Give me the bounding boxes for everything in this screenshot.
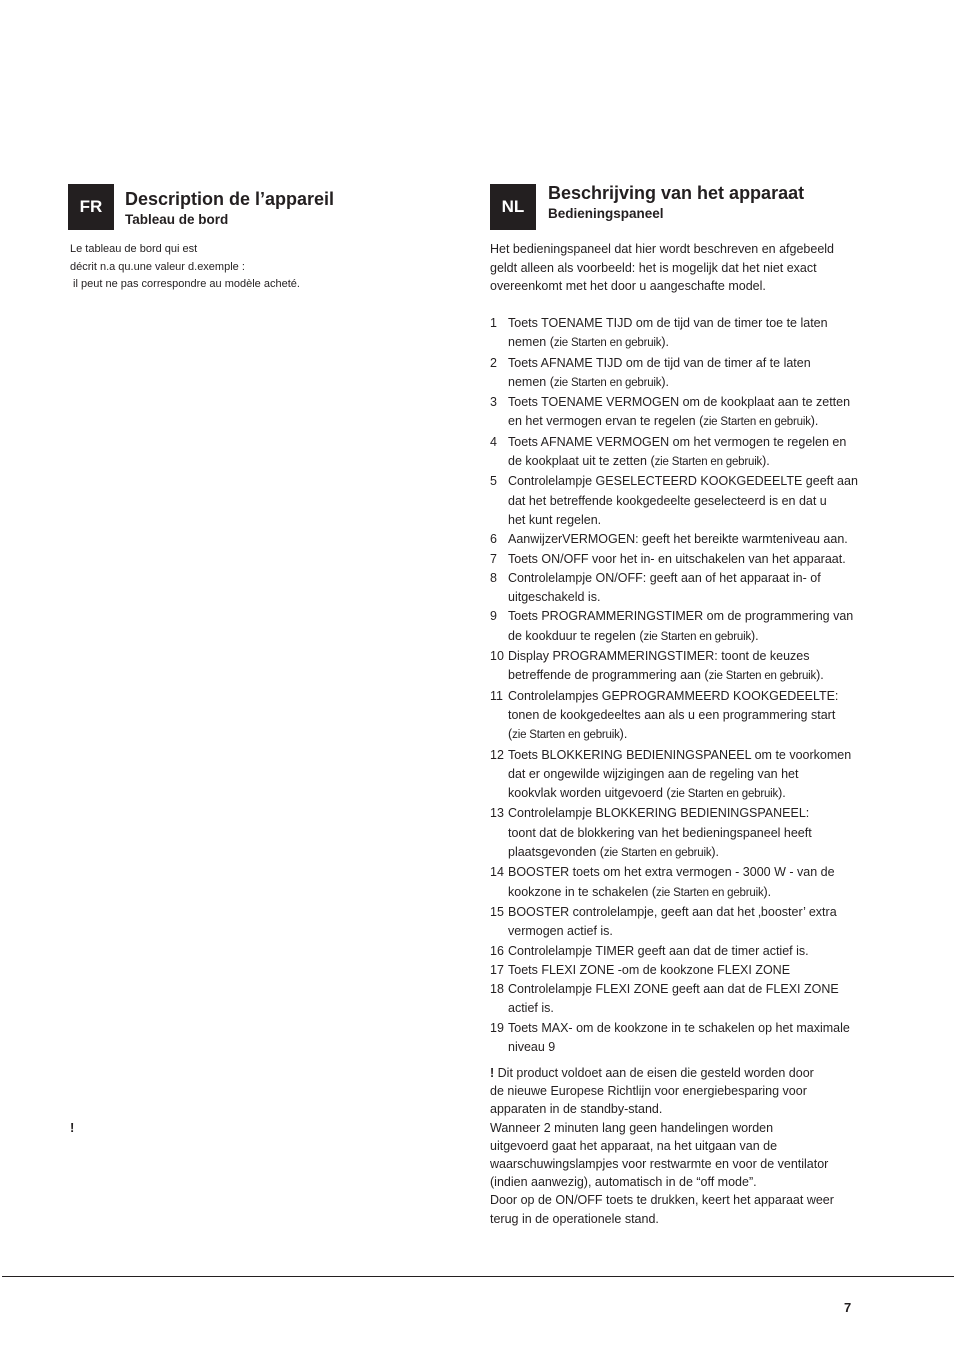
item-line-text: tonen de kookgedeeltes aan als u een programmering start [508,707,836,722]
fr-intro-line: Le tableau de bord qui est [70,243,198,255]
item-text [508,647,890,687]
item-line-text: kookzone in te schakelen ( [508,884,657,899]
item-line [508,373,890,393]
list-item [490,980,890,1019]
item-number: 2 [490,355,497,370]
item-line [508,492,890,511]
nl-section-subtitle: Bedieningspaneel [548,206,664,221]
note-line: uitgevoerd gaat het apparaat, na het uitgaan van de [490,1138,778,1153]
item-line [508,472,890,491]
item-line-text: Controlelampje ON/OFF: geeft aan of het apparaat in- of [508,570,821,585]
list-item [490,607,890,647]
item-number: 5 [490,474,497,489]
item-number: 3 [490,395,497,410]
item-line-text: het kunt regelen. [508,512,602,527]
item-text [508,804,890,863]
fr-intro-line: il peut ne pas correspondre au modèle acheté. [70,278,300,290]
reference-close: ). [810,414,819,429]
item-line [508,530,890,549]
item-line [508,433,890,452]
note-line: (indien aanwezig), automatisch in de “off mode”. [490,1175,757,1190]
item-text [508,550,890,569]
item-text [508,942,890,961]
item-line-text: Toets TOENAME TIJD om de tijd van de timer toe te laten [508,316,828,330]
item-line-text: Toets TOENAME VERMOGEN om de kookplaat aan te zetten [508,395,851,410]
page-number: 7 [844,1300,852,1315]
item-line-text: de kookduur te regelen ( [508,628,644,643]
item-line-text: AanwijzerVERMOGEN: geeft het bereikte warmteniveau aan. [508,532,848,547]
item-number: 8 [490,570,497,585]
item-line [508,942,890,961]
reference-close: ). [711,845,720,860]
fr-intro-paragraph [70,241,300,294]
cross-reference: zie Starten en gebruik [553,376,662,389]
item-number: 12 [490,747,504,762]
item-text [508,980,890,1019]
note-line: Door op de ON/OFF toets te drukken, keert het apparaat weer [490,1193,834,1208]
item-line [508,412,890,432]
item-number: 6 [490,532,497,547]
item-text [508,472,890,530]
fr-language-badge: FR [68,184,114,230]
cross-reference: zie Starten en gebruik [603,847,712,860]
item-line [508,863,890,882]
item-line [508,765,890,784]
item-line [508,725,890,745]
item-text [508,569,890,608]
item-number: 1 [490,316,497,330]
nl-language-badge: NL [490,184,536,230]
cross-reference: zie Starten en gebruik [643,630,751,643]
item-text [508,530,890,549]
item-line-text: uitgeschakeld is. [508,590,601,605]
cross-reference: zie Starten en gebruik [656,886,764,899]
item-line [508,824,890,843]
note-line: Wanneer 2 minuten lang geen handelingen worden [490,1120,774,1135]
item-line-text: toont dat de blokkering van het bedieningspaneel heeft [508,825,812,840]
reference-close: ). [763,884,772,899]
item-line-text: Controlelampje GESELECTEERD KOOKGEDEELTE geeft aan [508,474,858,489]
item-line-text: BOOSTER controlelampje, geeft aan dat het ‚booster’ extra [508,904,837,919]
item-line-text: Toets PROGRAMMERINGSTIMER om de programmering van [508,609,854,624]
item-text [508,903,890,942]
nl-intro-line: overeenkomt met het door u aangeschafte model. [490,279,766,294]
item-line [508,666,890,686]
item-line-text: ( [508,727,513,742]
list-item [490,903,890,942]
item-number: 7 [490,551,497,566]
reference-close: ). [619,727,628,742]
note-line: terug in de operationele stand. [490,1211,659,1226]
item-line [508,883,890,903]
item-number: 10 [490,649,504,664]
item-number: 15 [490,904,504,919]
list-item [490,647,890,687]
warning-mark: ! [490,1066,495,1080]
item-line-text: niveau 9 [508,1039,556,1054]
item-line-text: Controlelampjes GEPROGRAMMEERD KOOKGEDEELTE: [508,688,839,703]
nl-intro-line: geldt alleen als voorbeeld: het is mogelijk dat het niet exact [490,260,817,275]
item-line [508,588,890,607]
list-item [490,314,890,354]
note-line: waarschuwingslampjes voor restwarmte en voor de ventilator [490,1157,829,1172]
nl-control-list [490,314,890,1057]
list-item [490,961,890,980]
list-item [490,354,890,394]
cross-reference: zie Starten en gebruik [703,416,811,429]
fr-section-title: Description de l’appareil [125,189,335,209]
item-number: 16 [490,943,504,958]
item-line [508,746,890,765]
item-line [508,999,890,1018]
reference-close: ). [762,454,770,469]
item-number: 11 [490,688,503,703]
item-line-text: dat er ongewilde wijzigingen aan de regeling van het [508,766,799,781]
footer-rule [2,1276,954,1277]
item-text [508,746,890,805]
item-line-text: Display PROGRAMMERINGSTIMER: toont de keuzes [508,649,810,664]
note-text: Dit product voldoet aan de eisen die gesteld worden door [494,1066,814,1080]
fr-section-subtitle: Tableau de bord [125,212,229,227]
list-item [490,687,890,746]
list-item [490,550,890,569]
item-line [508,903,890,922]
item-line [508,569,890,588]
item-line-text: Controlelampje TIMER geeft aan dat de timer actief is. [508,943,809,958]
item-line-text: Toets BLOKKERING BEDIENINGSPANEEL om te voorkomen [508,747,852,762]
item-text [508,314,890,354]
nl-section-title: Beschrijving van het apparaat [548,183,805,203]
nl-intro-line: Het bedieningspaneel dat hier wordt beschreven en afgebeeld [490,242,834,256]
cross-reference: zie Starten en gebruik [708,670,817,683]
item-line-text: actief is. [508,1001,554,1016]
item-line [508,1019,890,1038]
item-line [508,333,890,353]
item-number: 13 [490,806,504,821]
item-line [508,706,890,725]
item-number: 19 [490,1020,504,1035]
item-line-text: nemen ( [508,335,554,350]
item-line-text: de kookplaat uit te zetten ( [508,454,655,469]
cross-reference: zie Starten en gebruik [670,788,779,801]
list-item [490,530,890,549]
item-text [508,393,890,433]
item-line [508,354,890,373]
reference-close: ). [751,628,759,643]
item-number: 14 [490,865,504,880]
list-item [490,942,890,961]
note-line: de nieuwe Europese Richtlijn voor energiebesparing voor [490,1084,807,1099]
item-text [508,863,890,903]
nl-standby-note [490,1064,890,1228]
list-item [490,863,890,903]
item-text [508,1019,890,1058]
item-line [508,314,890,333]
list-item [490,746,890,805]
item-line-text: kookvlak worden uitgevoerd ( [508,786,671,801]
item-text [508,354,890,394]
item-line-text: Toets ON/OFF voor het in- en uitschakelen van het apparaat. [508,551,846,566]
list-item [490,472,890,530]
reference-close: ). [778,786,786,801]
reference-close: ). [816,668,824,683]
item-line-text: en het vermogen ervan te regelen ( [508,414,704,429]
item-line-text: betreffende de programmering aan ( [508,668,709,683]
nl-intro-paragraph [490,240,890,296]
item-line-text: Toets FLEXI ZONE -om de kookzone FLEXI ZONE [508,962,791,977]
item-line [508,550,890,569]
item-text [508,607,890,647]
item-line-text: dat het betreffende kookgedeelte geselecteerd is en dat u [508,493,827,508]
item-line [508,784,890,804]
item-line-text: Toets AFNAME VERMOGEN om het vermogen te regelen en [508,434,847,449]
note-line: apparaten in de standby-stand. [490,1102,663,1117]
item-line-text: Toets AFNAME TIJD om de tijd van de timer af te laten [508,355,811,370]
list-item [490,393,890,433]
item-line [508,961,890,980]
item-line [508,804,890,823]
item-text [508,961,890,980]
item-line-text: Toets MAX- om de kookzone in te schakelen op het maximale [508,1020,850,1035]
item-line [508,511,890,530]
item-line [508,687,890,706]
item-line [508,607,890,626]
item-line [508,843,890,863]
item-number: 18 [490,982,504,997]
list-item [490,1019,890,1058]
list-item [490,569,890,608]
fr-intro-line: décrit n.a qu.une valeur d.exemple : [70,260,245,273]
item-line-text: nemen ( [508,374,554,389]
cross-reference: zie Starten en gebruik [553,337,662,350]
note-line [490,1064,890,1082]
reference-close: ). [661,374,669,389]
item-line-text: vermogen actief is. [508,924,613,939]
item-line [508,1038,890,1057]
item-text [508,433,890,473]
item-line-text: BOOSTER toets om het extra vermogen - 3000 W - van de [508,865,835,880]
cross-reference: zie Starten en gebruik [512,729,620,742]
item-line [508,452,890,472]
item-number: 9 [490,609,497,624]
list-item [490,804,890,863]
item-line-text: Controlelampje FLEXI ZONE geeft aan dat de FLEXI ZONE [508,982,839,997]
item-line [508,980,890,999]
list-item [490,433,890,473]
item-line [508,647,890,666]
item-line [508,922,890,941]
item-line-text: Controlelampje BLOKKERING BEDIENINGSPANEEL: [508,806,810,821]
item-number: 4 [490,434,497,449]
cross-reference: zie Starten en gebruik [654,456,763,469]
reference-close: ). [661,335,669,350]
fr-warning-mark: ! [70,1120,75,1135]
item-number: 17 [490,962,504,977]
item-text [508,687,890,746]
item-line [508,393,890,412]
item-line [508,627,890,647]
item-line-text: plaatsgevonden ( [508,845,604,860]
